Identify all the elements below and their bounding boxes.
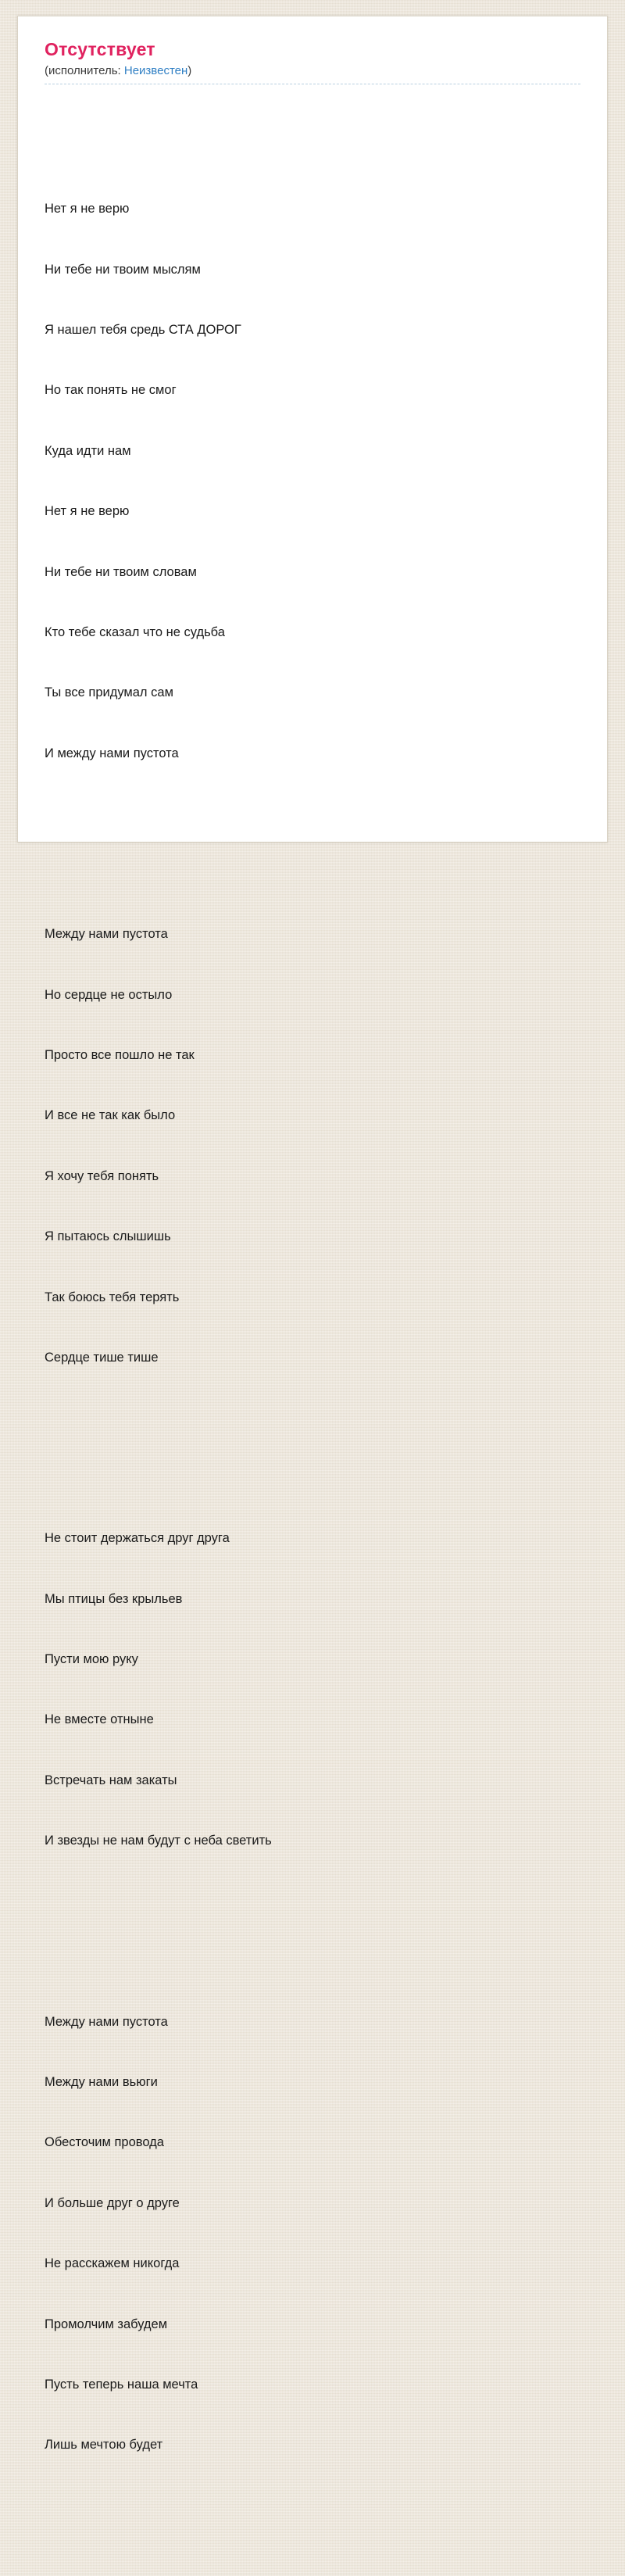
lyrics-line: Пусть теперь наша мечта [45,2377,198,2392]
lyrics-line: Промолчим забудем [45,2317,168,2331]
lyrics-line: Лишь мечтою будет [45,2438,163,2453]
lyrics-line: Между нами пустота [45,927,168,942]
lyrics-line: Но сердце не остыло [45,987,173,1002]
artist-prefix-label: (исполнитель: [45,64,124,78]
lyrics-body [45,98,580,2576]
lyrics-line: И все не так как было [45,1108,176,1123]
lyrics-line: Я пытаюсь слышишь [45,1229,171,1244]
lyrics-line: Не расскажем никогда [45,2256,180,2271]
artist-line [45,64,580,84]
lyrics-line: Пусти мою руку [45,1652,138,1667]
lyrics-line: Ты все придумал сам [45,685,173,700]
lyrics-line: Встречать нам закаты [45,1773,177,1787]
artist-suffix-label: ) [188,64,192,78]
lyrics-line: Я хочу тебя понять [45,1168,159,1183]
lyrics-line: И больше друг о друге [45,2195,180,2210]
lyrics-line: Нет я не верю [45,202,130,216]
lyrics-line: Просто все пошло не так [45,1047,195,1062]
lyrics-line: Я нашел тебя средь СТА ДОРОГ [45,323,241,338]
lyrics-line: Но так понять не смог [45,383,177,398]
lyrics-line: И между нами пустота [45,746,179,760]
lyrics-line: Так боюсь тебя терять [45,1290,180,1304]
lyrics-line: Не вместе отныне [45,1712,154,1727]
page-title: Отсутствует [45,39,155,59]
lyrics-line: Мы птицы без крыльев [45,1591,183,1606]
lyrics-sheet [17,16,608,2453]
artist-link[interactable]: Неизвестен [123,64,188,78]
lyrics-line: Между нами вьюги [45,2075,158,2089]
sheet-content [18,16,607,2576]
lyrics-stanza [45,885,580,1409]
lyrics-line: И звезды не нам будут с неба светить [45,1834,272,1848]
lyrics-line: Кто тебе сказал что не судьба [45,625,225,640]
lyrics-line: Куда идти нам [45,443,131,458]
lyrics-line: Нет я не верю [45,504,130,519]
lyrics-line: Сердце тише тише [45,1350,159,1365]
lyrics-line: Ни тебе ни твоим словам [45,564,197,579]
lyrics-line: Ни тебе ни твоим мыслям [45,262,201,277]
lyrics-stanza [45,159,580,805]
lyrics-line: Обесточим провода [45,2135,164,2150]
lyrics-line: Между нами пустота [45,2014,168,2029]
lyrics-stanza [45,1972,580,2496]
lyrics-line: Не стоит держаться друг друга [45,1531,230,1546]
lyrics-stanza [45,1489,580,1892]
